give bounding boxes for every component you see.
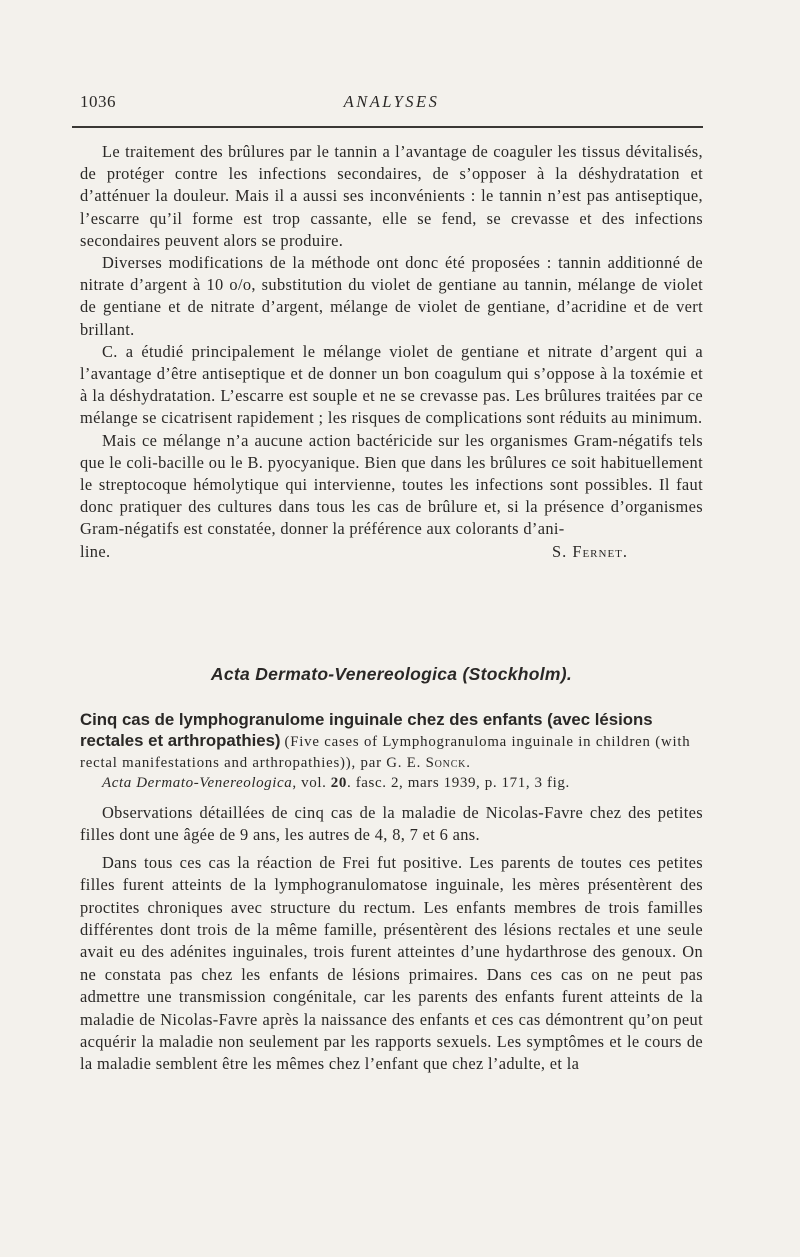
journal-heading: Acta Dermato-Venereologica (Stockholm). [210,664,573,684]
citation-line: Acta Dermato-Venereologica, vol. 20. fasc. 2, mars 1939, p. 171, 3 fig. [102,775,570,791]
citation-vol: vol. [301,775,331,791]
author-signature: S. Fernet. [552,541,628,561]
article-author: Sonck [425,754,467,771]
section-burn-treatment [80,141,703,563]
paragraph: C. a étudié principalement le mélange violet de gentiane et nitrate d’argent qui a l’avantage d’être antiseptique et de donner un bon coagulum qui s’oppose à la toxémie et à la déshydratation. L’escarre est souple et ne se crevasse pas. Les brûlures traitées par ce mélange se cicatrisent rapidement ; les risques de complications sont réduits au minimum. [80,341,703,428]
section-lymphogranuloma [80,802,703,1076]
last-line: line. [80,541,111,561]
paragraph: Le traitement des brûlures par le tannin a l’avantage de coaguler les tissus dévitalisés, de protéger contre les infections secondaires, de s’opposer à la déshydratation et d’atténuer la douleur. Mais il a aussi ses inconvénients : le tannin n’est pas antiseptique, l’escarre qu’il forme est trop cassante, elle se fend, se crevasse et des infections secondaires peuvent alors se produire. [80,142,703,250]
page-number: 1036 [80,92,116,111]
article-details: (Five cases of Lymphogranuloma inguinale in children (with rectal manifestations and arthropathies)), par G. E. [80,734,691,771]
article-reference: Cinq cas de lymphogranulome inguinale chez des enfants (avec lésions rectales et arthropathies) (Five cases of Lymphogranuloma inguinale in children (with rectal manifestations and arthropathies)), par G. E. Sonck. Acta Dermato-Venereologica, vol. 20. fasc. 2, mars 1939, p. 171, 3 fig. [80,709,703,794]
citation-vol-num: 20 [330,775,347,791]
article-title: Cinq cas de lymphogranulome inguinale chez des enfants (avec lésions rectales et arthropathies) [80,710,653,750]
closing-line [80,541,703,563]
page-header [80,92,703,114]
citation-journal: Acta Dermato-Venereologica [102,775,293,791]
running-title: ANALYSES [343,92,440,111]
citation-rest: . fasc. 2, mars 1939, p. 171, 3 fig. [347,775,570,791]
paragraph: Mais ce mélange n’a aucune action bactéricide sur les organismes Gram-négatifs tels que le coli-bacille ou le B. pyocyanique. Bien que dans les brûlures ce soit habituellement le streptocoque hémolytique qui intervienne, toutes les infections sont possibles. Il faut donc pratiquer des cultures dans tous les cas de brûlure et, si la présence d’organismes Gram-négatifs est constatée, donner la préférence aux colorants d’ani- [80,430,703,539]
paragraph: Observations détaillées de cinq cas de la maladie de Nicolas-Favre chez des petites filles dont une âgée de 9 ans, les autres de 4, 8, 7 et 6 ans. [80,803,703,845]
paragraph: Diverses modifications de la méthode ont donc été proposées : tannin additionné de nitrate d’argent à 10 o/o, substitution du violet de gentiane au tannin, mélange de violet de gentiane et de nitrate d’argent, mélange de violet de gentiane, d’acridine et de vert brillant. [80,253,703,339]
header-rule [72,126,703,128]
document-page [80,92,703,1074]
paragraph: Dans tous ces cas la réaction de Frei fut positive. Les parents de toutes ces petites filles furent atteints de la lymphogranulomatose inguinale, les mères présentèrent des proctites chroniques avec structure du rectum. Les enfants membres de trois familles différentes dont trois de la même famille, présentèrent des lésions rectales et une seule avait eu des adénites inguinales, trois furent atteintes d’une hydarthrose des genoux. On ne constata pas chez les enfants de lésions primaires. Dans ces cas on ne peut pas admettre une transmission congénitale, car les parents des enfants furent atteints de la maladie de Nicolas-Favre après la naissance des enfants et ces cas démontrent qu’on peut acquérir la maladie non seulement par les rapports sexuels. Les symptômes et le cours de la maladie semblent être les mêmes chez l’enfant que chez l’adulte, et la [80,852,703,1074]
